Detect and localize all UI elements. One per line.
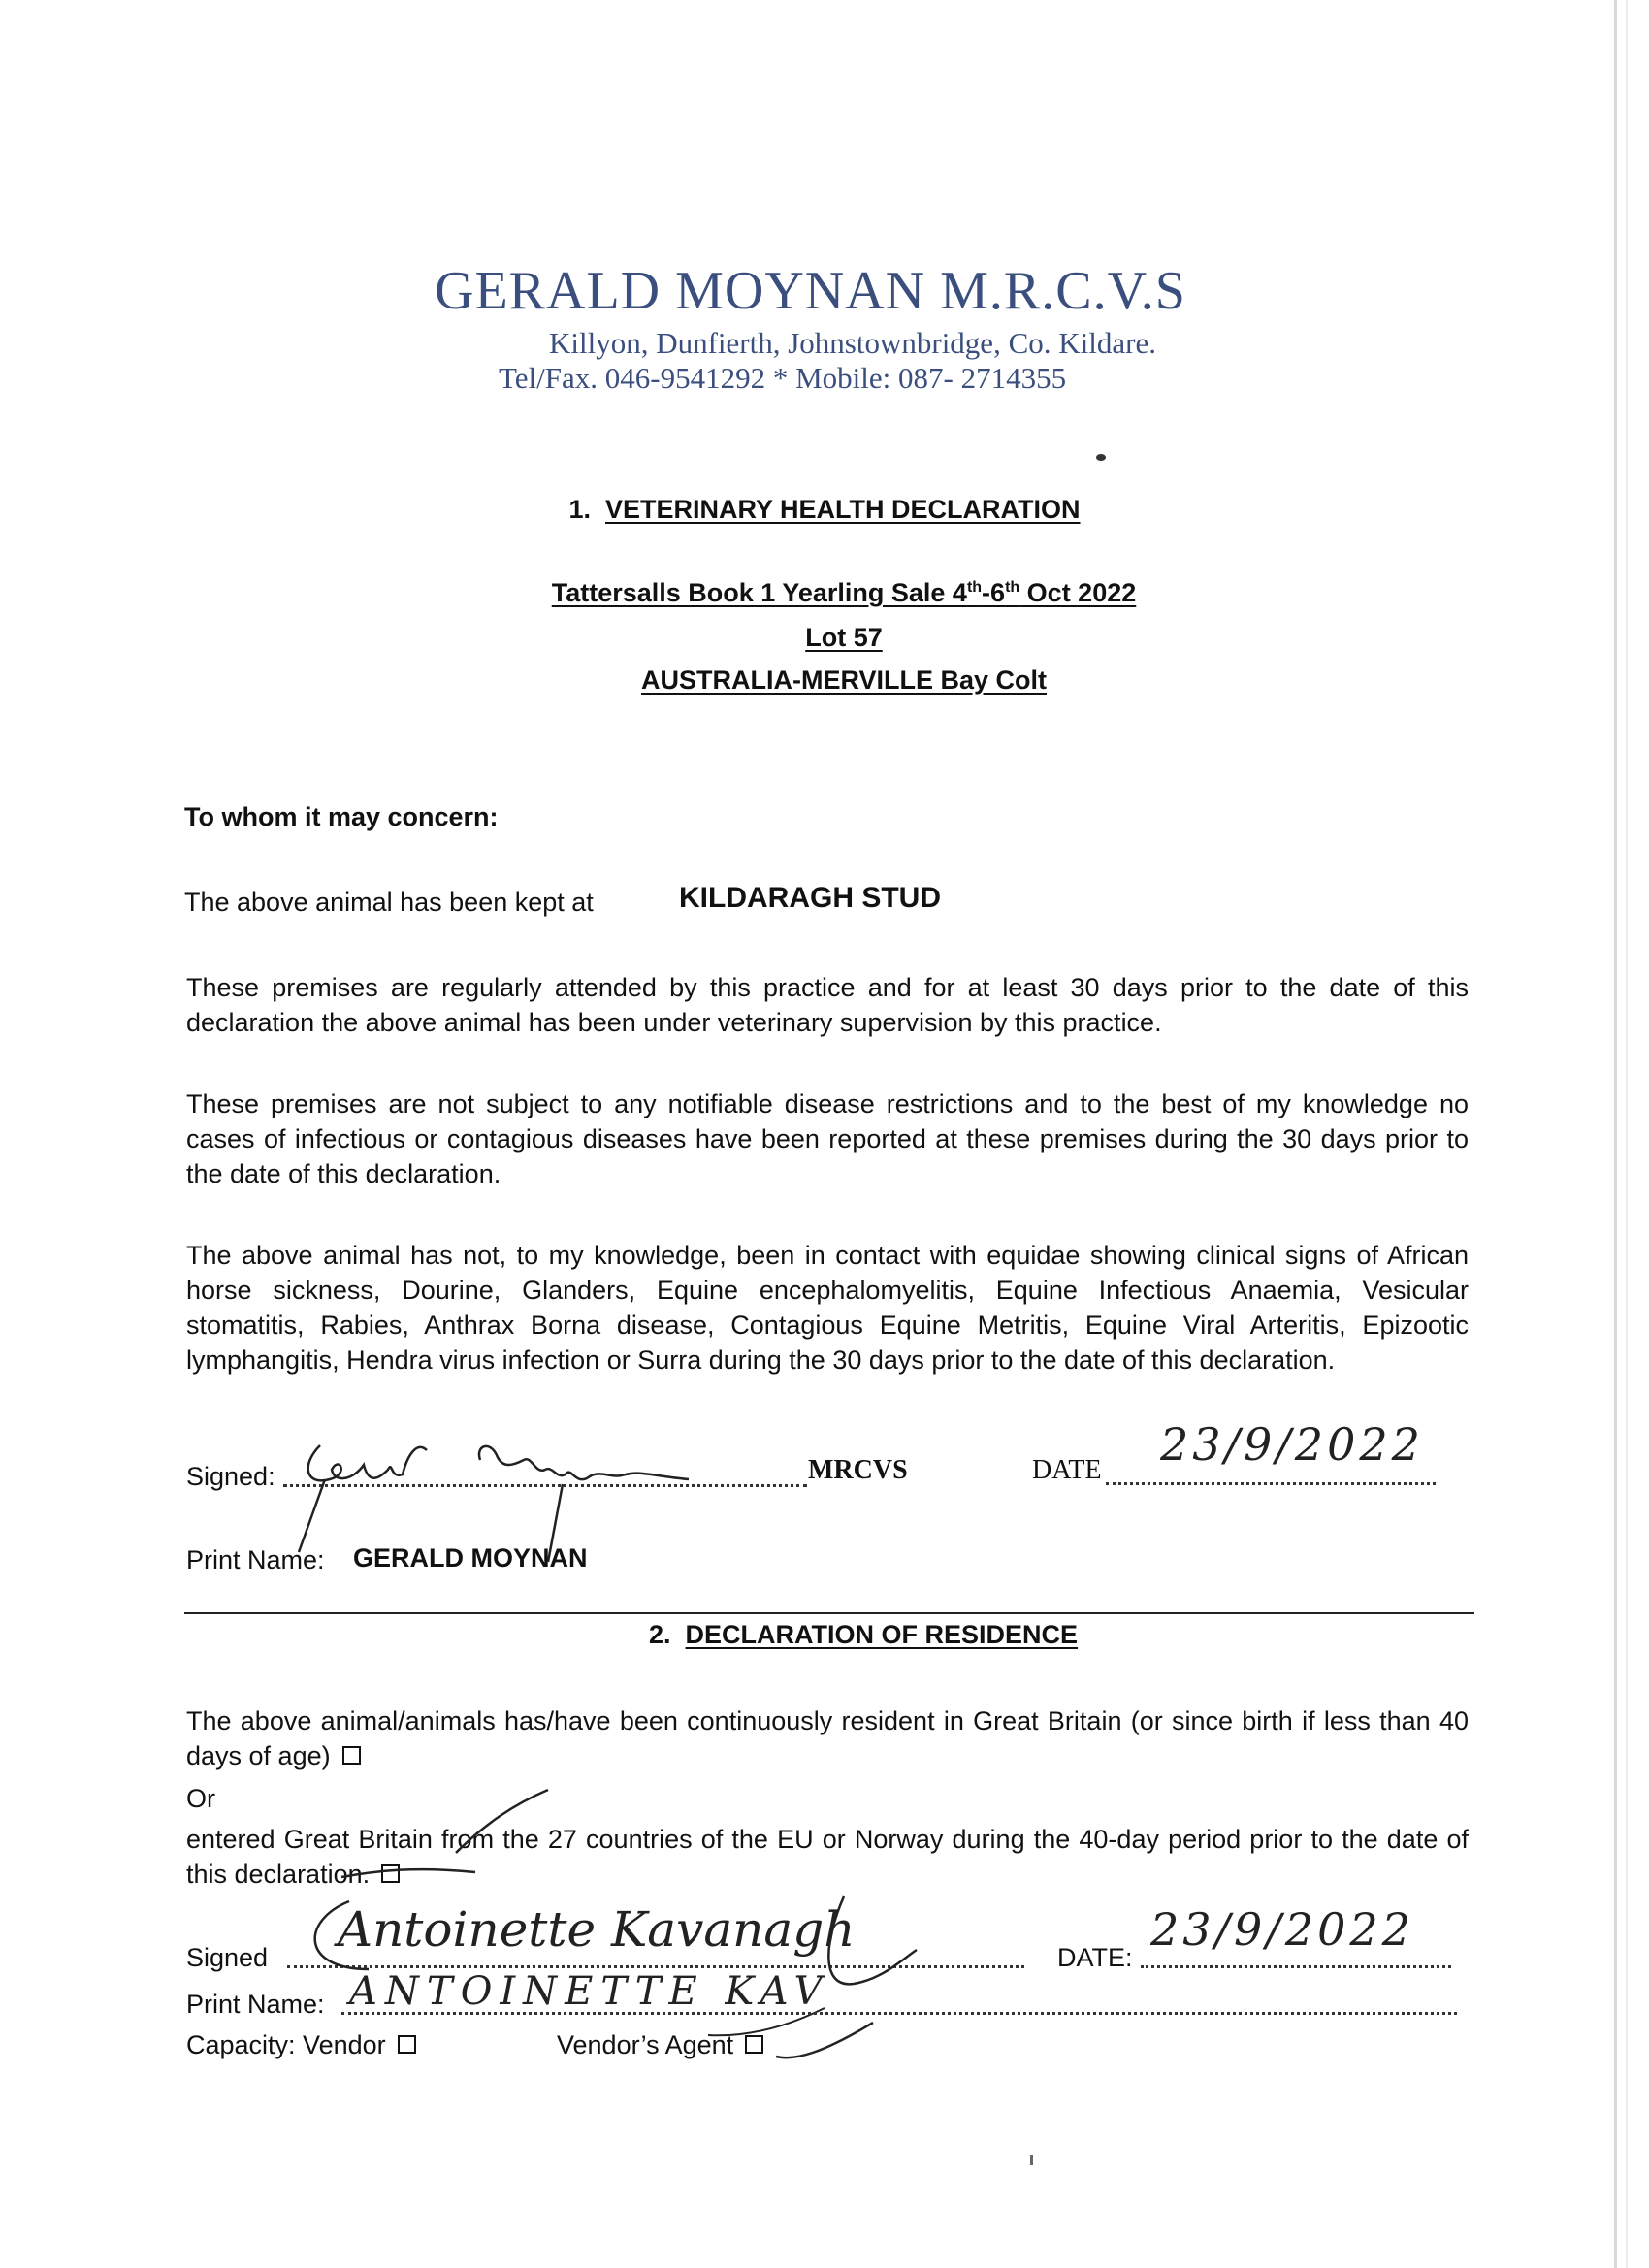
section2-number: 2. bbox=[648, 1620, 671, 1649]
sale-title bbox=[19, 578, 1649, 608]
letterhead-contact: Tel/Fax. 046-9541292 * Mobile: 087- 2714355 bbox=[499, 361, 1067, 395]
section2-title: DECLARATION OF RESIDENCE bbox=[685, 1620, 1079, 1649]
scan-edge-inner bbox=[1626, 0, 1628, 2268]
residence-option-1-checkbox[interactable] bbox=[342, 1746, 361, 1765]
vendor-signed-label: Signed bbox=[186, 1943, 269, 1972]
vet-signed-label: Signed: bbox=[186, 1462, 275, 1491]
section2-heading bbox=[39, 1620, 1649, 1650]
section1-number: 1. bbox=[568, 495, 591, 524]
vet-date-value: 23/9/2022 bbox=[1160, 1418, 1424, 1471]
capacity-vendor-label: Capacity: Vendor bbox=[186, 2030, 386, 2059]
paragraph-diseases: The above animal has not, to my knowledge, been in contact with equidae showing clinical signs of African horse sickness, Dourine, Glanders, Equine encephalomyelitis, Equine Infectious Anaemia, Vesicular stomatitis, Rabies, Anthrax Borna disease, Contagious Equine Metritis, Equine Viral Arteritis, Epizootic lymphangitis, Hendra virus infection or Surra during the 30 days prior to the date of this declaration. bbox=[186, 1241, 1469, 1375]
strike-through-mark bbox=[340, 1785, 650, 1892]
mrcvs-suffix: MRCVS bbox=[808, 1455, 908, 1485]
capacity-agent bbox=[557, 2027, 763, 2062]
or-label: Or bbox=[186, 1784, 215, 1813]
vendor-date-label: DATE: bbox=[1057, 1943, 1133, 1972]
sale-sup-1: th bbox=[966, 579, 983, 596]
horse-name: AUSTRALIA-MERVILLE Bay Colt bbox=[640, 665, 1047, 695]
lot-number: Lot 57 bbox=[805, 623, 883, 652]
vendor-date-line bbox=[1141, 1965, 1451, 1968]
kept-at-value: KILDARAGH STUD bbox=[679, 882, 941, 914]
scan-speck bbox=[1096, 454, 1106, 461]
sale-title-end: Oct 2022 bbox=[1019, 578, 1137, 607]
sale-sup-2: th bbox=[1005, 579, 1020, 596]
section1-title: VETERINARY HEALTH DECLARATION bbox=[605, 495, 1081, 524]
vendor-print-name-label: Print Name: bbox=[186, 1990, 325, 2019]
capacity-vendor bbox=[186, 2027, 416, 2062]
vet-print-name-label: Print Name: bbox=[186, 1545, 325, 1574]
scan-speck bbox=[1030, 2155, 1033, 2165]
agent-check-mark bbox=[766, 2018, 883, 2076]
capacity-vendor-checkbox[interactable] bbox=[398, 2035, 416, 2054]
sale-title-mid: -6 bbox=[982, 578, 1006, 607]
paragraph-supervision: These premises are regularly attended by this practice and for at least 30 days prior to the date of this declaration the above animal has been under veterinary supervision by this practice. bbox=[186, 973, 1469, 1037]
residence-option-1 bbox=[186, 1703, 1469, 1773]
residence-option-1-text: The above animal/animals has/have been continuously resident in Great Britain (or since birth if less than 40 days of age) bbox=[186, 1706, 1469, 1770]
section1-heading bbox=[0, 495, 1649, 525]
residence-option-2-text: entered Great Britain from the 27 countries of the EU or Norway during the 40-day period prior to the date of this declaration. bbox=[186, 1825, 1469, 1889]
vendor-date-value: 23/9/2022 bbox=[1150, 1903, 1414, 1956]
salutation: To whom it may concern: bbox=[184, 802, 499, 831]
capacity-agent-checkbox[interactable] bbox=[745, 2035, 763, 2054]
sale-title-main: Tattersalls Book 1 Yearling Sale 4 bbox=[551, 578, 967, 607]
capacity-agent-label: Vendor’s Agent bbox=[557, 2030, 734, 2059]
section-divider bbox=[184, 1612, 1474, 1614]
vet-date-label: DATE bbox=[1032, 1455, 1102, 1485]
letterhead-name: GERALD MOYNAN M.R.C.V.S bbox=[435, 261, 1186, 321]
paragraph-restrictions: These premises are not subject to any notifiable disease restrictions and to the best of my knowledge no cases of infectious or contagious diseases have been reported at these premises during the 30 days prior to the date of this declaration. bbox=[186, 1089, 1469, 1188]
vet-date-line bbox=[1106, 1482, 1436, 1485]
kept-at-label: The above animal has been kept at bbox=[184, 888, 594, 917]
vet-print-name-value: GERALD MOYNAN bbox=[353, 1543, 588, 1572]
vendor-signature: Antoinette Kavanagh bbox=[338, 1901, 856, 1958]
scan-edge bbox=[1614, 0, 1617, 2268]
letterhead-address: Killyon, Dunfierth, Johnstownbridge, Co. Kildare. bbox=[549, 326, 1156, 360]
vendor-print-name-value: ANTOINETTE KAV bbox=[349, 1969, 830, 2014]
